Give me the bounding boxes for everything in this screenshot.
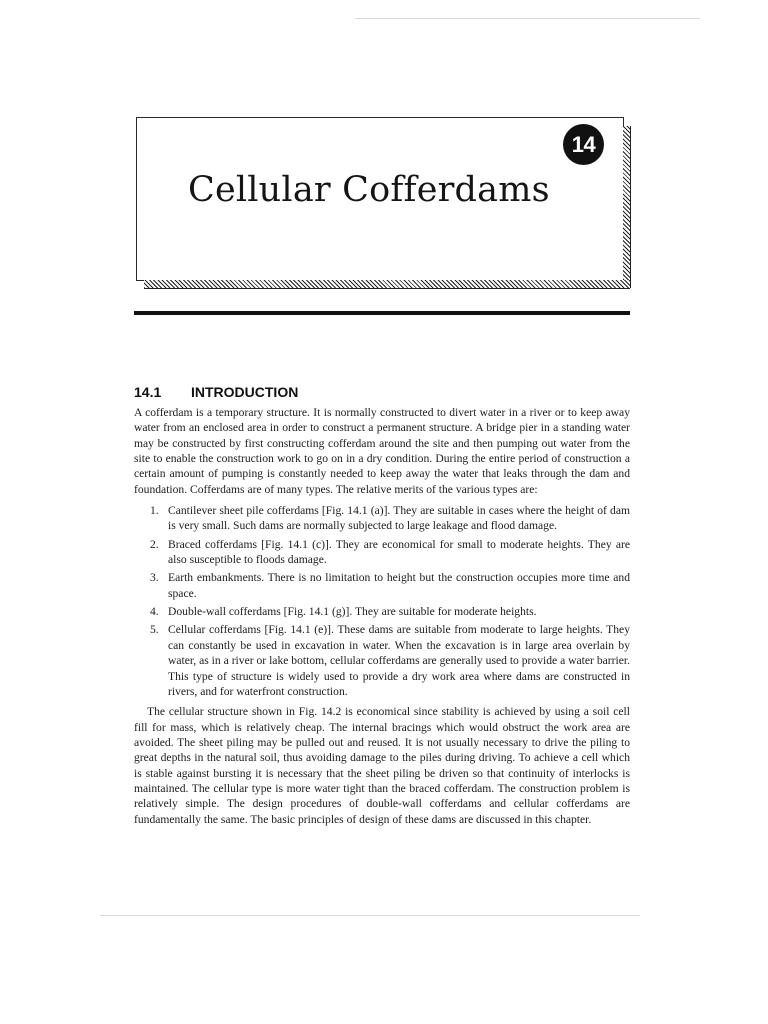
closing-paragraph: The cellular structure shown in Fig. 14.2 is economical since stability is achieved by using a soil cell fill for mass, which is relatively cheap. The internal bracings which would obstruct the work area are avoided. The sheet piling may be pulled out and reused. It is not usually necessary to drive the piling to great depths in the natural soil, thus avoiding damage to the piles during driving. To achieve a cell which is stable against bursting it is necessary that the sheet piling be driven so that continuity of interlocks is maintained. The cellular type is more water tight than the braced cofferdam. The construction problem is relatively simple. The design procedures of double-wall cofferdams and cellular cofferdams are fundamentally the same. The basic principles of design of these dams are discussed in this chapter. [134,705,630,826]
section-body [134,405,630,827]
chapter-title: Cellular Cofferdams [188,170,550,210]
list-item [134,503,630,534]
list-item [134,570,630,601]
section-title: INTRODUCTION [191,384,299,400]
chapter-number-badge: 14 [563,124,604,165]
intro-paragraph: A cofferdam is a temporary structure. It is normally constructed to divert water in a river or to keep away water from an enclosed area in order to construct a permanent structure. A bridge pier in a standing water may be constructed by first constructing cofferdam around the site and then pumping out water from the site to enable the construction work to go on in a dry condition. During the entire period of construction a certain amount of pumping is constantly needed to keep away the water that leaks through the dam and foundation. Cofferdams are of many types. The relative merits of the various types are: [134,406,630,496]
list-item-text: Double-wall cofferdams [Fig. 14.1 (g)]. They are suitable for moderate heights. [168,605,537,619]
list-item [134,537,630,568]
list-marker: 4. [150,605,159,619]
section-number: 14.1 [134,384,162,400]
title-divider-rule [134,311,630,315]
list-marker: 5. [150,623,159,637]
list-item-text: Cellular cofferdams [Fig. 14.1 (e)]. These dams are suitable from moderate to large heights. They can constantly be used in excavation in water. When the excavation is in large area overlain by water, as in a river or lake bottom, cellular cofferdams are generally used to provide a water barrier. This type of structure is widely used to provide a dry work area where dams are constructed in rivers, and for waterfront construction. [168,623,630,698]
list-item-text: Earth embankments. There is no limitation to height but the construction occupies more time and space. [168,571,630,600]
scan-artifact-bottom [100,915,640,916]
list-marker: 1. [150,504,159,518]
list-item-text: Cantilever sheet pile cofferdams [Fig. 14.1 (a)]. They are suitable in cases where the height of dam is very small. Such dams are normally subjected to large leakage and flood damage. [168,504,630,533]
cofferdam-types-list [134,503,630,699]
list-item [134,622,630,699]
list-item-text: Braced cofferdams [Fig. 14.1 (c)]. They are economical for small to moderate heights. They are also susceptible to floods damage. [168,537,630,567]
chapter-box-hatched-shadow-bottom [144,280,630,289]
list-marker: 2. [150,537,159,551]
scan-artifact-top [355,18,700,19]
section-heading [134,384,298,400]
chapter-box-hatched-shadow-right [623,126,631,288]
list-marker: 3. [150,571,159,585]
list-item [134,604,630,619]
